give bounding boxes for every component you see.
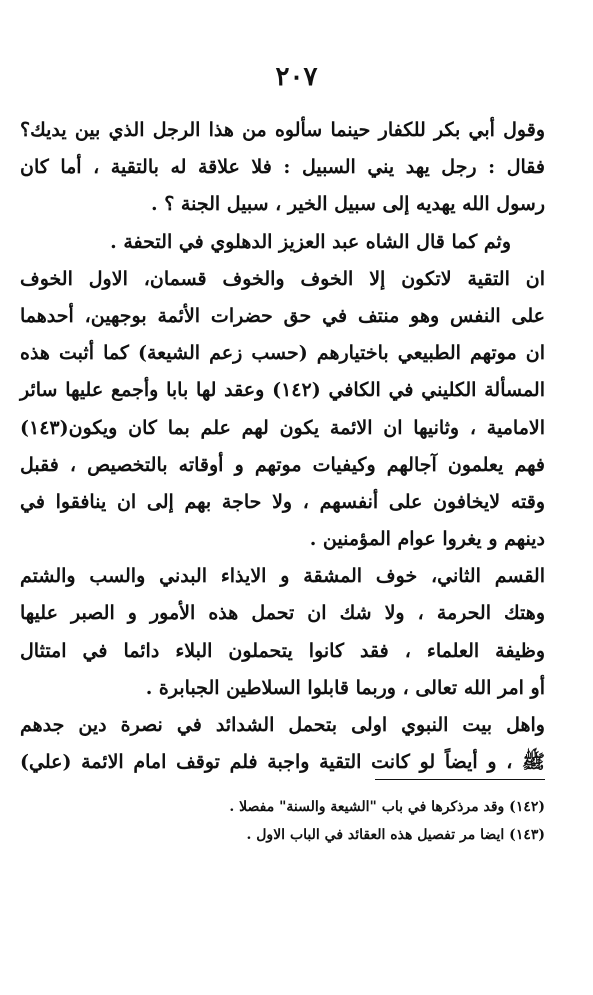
text-line: وثم كما قال الشاه عبد العزيز الدهلوي في التحفة . — [110, 230, 511, 253]
footnotes — [60, 793, 545, 849]
text-line: ﷺ ، و أيضاً لو كانت التقية واجبة فلم توقف امام الائمة (علي) — [20, 751, 545, 774]
text-line: وظيفة العلماء ، فقد كانوا يتحملون البلاء دائما في امتثال — [20, 639, 545, 662]
footnote-divider — [375, 779, 545, 780]
text-line: فقال : رجل يهد يني السبيل : فلا علاقة له بالتقية ، أما كان — [20, 156, 545, 179]
main-text — [20, 112, 545, 781]
text-line: ان موتهم الطبيعي باختيارهم (حسب زعم الشيعة) كما أثبت هذه — [20, 342, 545, 365]
text-line: رسول الله يهديه إلى سبيل الخير ، سبيل الجنة ؟ . — [151, 193, 545, 216]
text-line: المسألة الكليني في الكافي (١٤٢) وعقد لها بابا وأجمع عليها سائر — [20, 379, 546, 402]
text-line: فهم يعلمون آجالهم وكيفيات موتهم و أوقاته بالتخصيص ، فقبل — [20, 453, 545, 476]
text-line: وقته لايخافون على أنفسهم ، ولا حاجة بهم إلى ان ينافقوا في — [20, 490, 545, 513]
text-line: وقول أبي بكر للكفار حينما سألوه من هذا الرجل الذي بين يديك؟ — [20, 119, 545, 141]
text-line: واهل بيت النبوي اولى بتحمل الشدائد في نصرة دين جدهم — [20, 714, 545, 736]
text-line: على النفس وهو منتف في حق حضرات الأئمة بوجهين، أحدهما — [20, 304, 545, 327]
text-line: دينهم و يغروا عوام المؤمنين . — [309, 528, 545, 551]
footnote: (١٤٢) وقد مرذكرها في باب "الشيعة والسنة" مفصلا . — [229, 799, 545, 815]
text-line: أو امر الله تعالى ، وربما قابلوا السلاطين الجبابرة . — [145, 676, 545, 699]
text-line: القسم الثاني، خوف المشقة و الايذاء البدني والسب والشتم — [20, 565, 545, 588]
footnote: (١٤٣) ايضا مر تفصيل هذه العقائد في الباب الاول . — [246, 827, 545, 843]
page-number: ٢٠٧ — [275, 62, 318, 92]
text-line: ان التقية لاتكون إلا الخوف والخوف قسمان، الاول الخوف — [20, 267, 545, 290]
text-line: وهتك الحرمة ، ولا شك ان تحمل هذه الأمور و الصبر عليها — [20, 602, 545, 625]
text-line: الامامية ، وثانيها ان الائمة يكون لهم علم بما كان ويكون(١٤٣) — [20, 416, 545, 439]
